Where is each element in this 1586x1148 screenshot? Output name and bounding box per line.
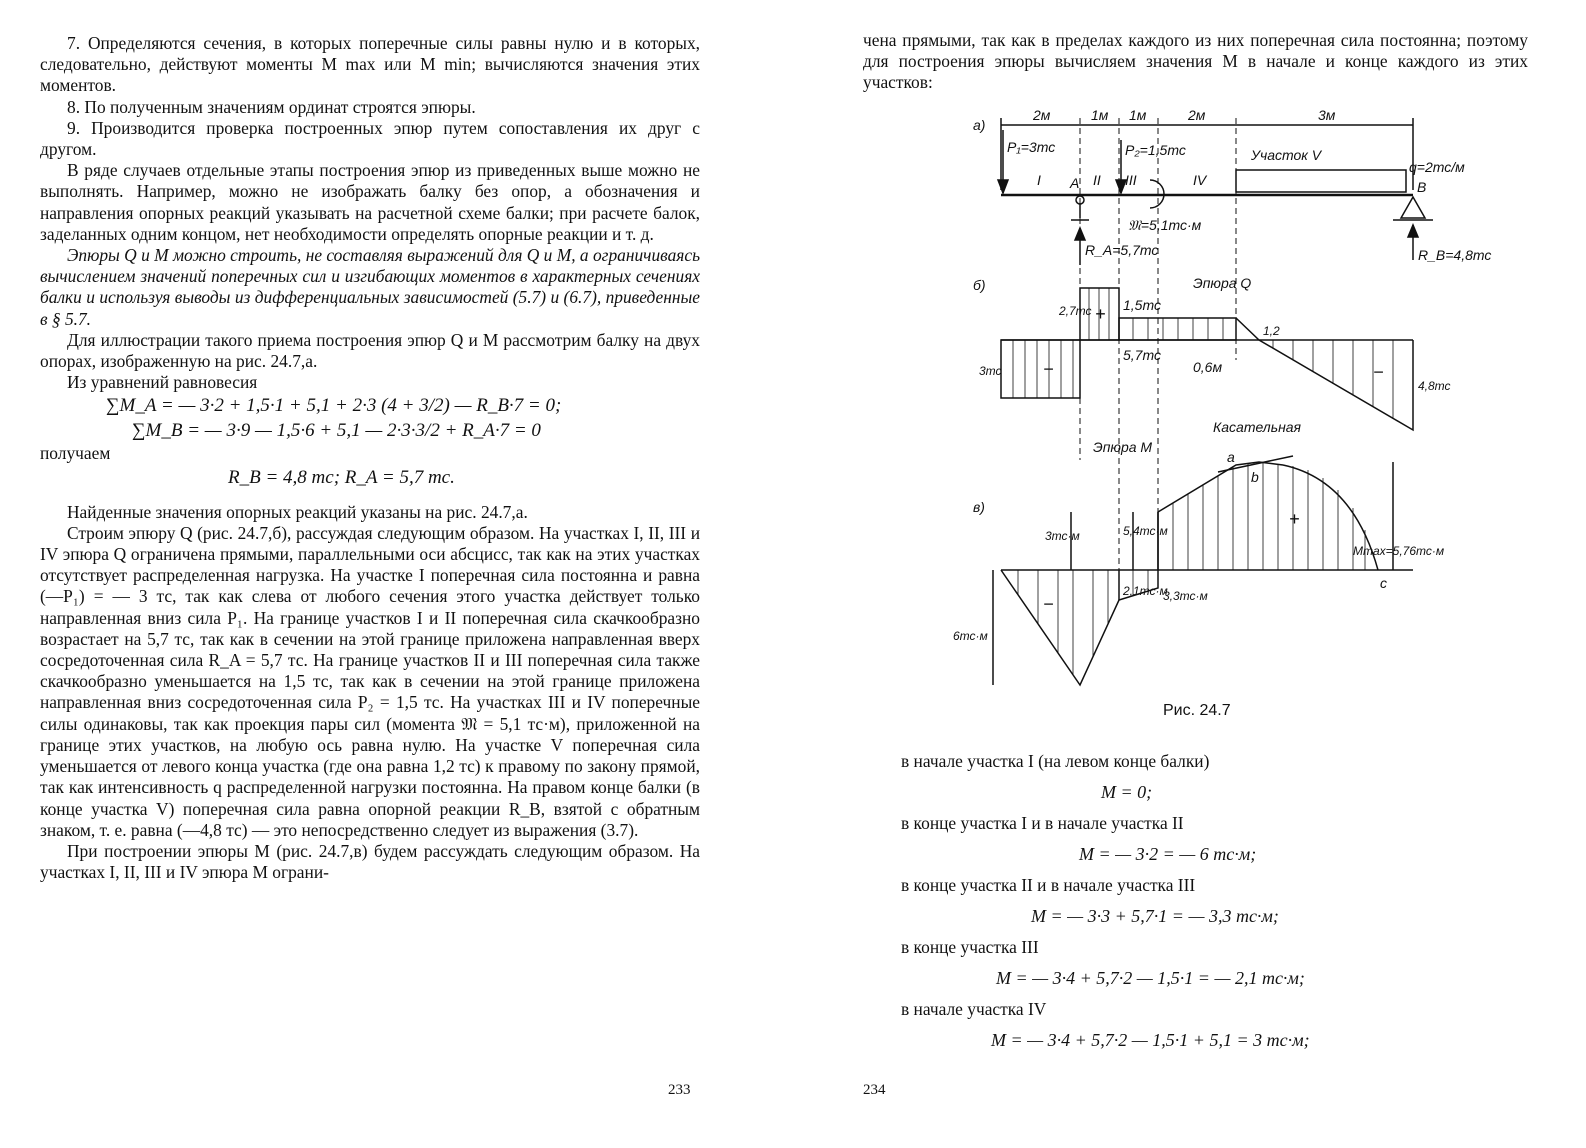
right-column-bottom: [901, 742, 1531, 1052]
q-label-1-5: 1,5тс: [1123, 297, 1161, 313]
item-formula-4: M = — 3·4 + 5,7·2 — 1,5·1 = — 2,1 тс·м;: [996, 968, 1305, 988]
label-rb: R_B=4,8тс: [1418, 247, 1492, 263]
point-c: c: [1380, 575, 1387, 591]
dim-1: 2м: [1033, 107, 1051, 123]
point-a: a: [1227, 449, 1235, 465]
dim-5: 3м: [1318, 107, 1336, 123]
label-a: а): [973, 117, 986, 133]
q-plus-ii: +: [1095, 304, 1106, 324]
paragraph-equilibrium: Из уравнений равновесия: [67, 372, 258, 393]
q-label-3: 3тс: [979, 364, 1002, 378]
item-text-3: в конце участка II и в начале участка III: [901, 875, 1196, 895]
right-page: [793, 0, 1586, 1148]
paragraph-illustration: Для иллюстрации такого приема построения эпюр Q и M рассмотрим балку на двух опорах, изображенную на рис. 24.7,а.: [40, 329, 700, 372]
equation-ma: ∑M_A = — 3·2 + 1,5·1 + 5,1 + 2·3 (4 + 3/2) — R_B·7 = 0;: [106, 395, 562, 417]
section-i: I: [1037, 172, 1041, 188]
support-b: [1401, 197, 1425, 218]
item-formula-2: M = — 3·2 = — 6 тс·м;: [1079, 844, 1257, 864]
m-title: Эпюра M: [1093, 439, 1153, 455]
m-label-3: 3тс·м: [1045, 529, 1080, 543]
section-ii: II: [1093, 172, 1101, 188]
tangent-label: Касательная: [1213, 419, 1302, 435]
q-label-5-7: 5,7тс: [1123, 347, 1161, 363]
right-column-top: [863, 30, 1528, 94]
item-text-4: в конце участка III: [901, 937, 1039, 957]
m-label-6: 6тс·м: [953, 629, 988, 643]
paragraph-7: 7. Определяются сечения, в которых поперечные силы равны нулю и в которых, следовательно, действуют моменты M max или M min; вычисляются значения этих моментов.: [40, 33, 700, 96]
m-curve-left: [1001, 462, 1283, 685]
section-iii: III: [1125, 172, 1137, 188]
m-label-max: Mmax=5,76тс·м: [1353, 544, 1445, 558]
m-minus: −: [1043, 594, 1054, 614]
q-label-2-7: 2,7тс: [1059, 304, 1092, 318]
paragraph-q-diagram: Строим эпюру Q (рис. 24.7,б), рассуждая следующим образом. На участках I, II, III и IV эпюра Q ограничена прямыми, параллельными оси абсцисс, так как на этих участках отсутствует распределенная нагрузка. На участке I поперечная сила постоянна и равна (—P₁) = — 3 тс, так как слева от любого сечения этого участка действует только направленная вниз сила P₁. На границе участков I и II поперечная сила скачкообразно возрастает на 5,7 тс, так как в сечении на этой границе приложена направленная вверх сосредоточенная сила R_A = 5,7 тс. На границе участков II и III поперечная сила также скачкообразно уменьшается на 1,5 тс, так как в сечении на этой границе приложена направленная вниз сосредоточенная сила P₂ = 1,5 тс. На участках III и IV поперечные силы одинаковы, так как проекция пары сил (момента 𝔐 = 5,1 тс·м), приложенной на границе этих участков, на любую ось равна нулю. На участке V поперечная сила уменьшается от левого конца участка (где она равна 1,2 тс) к правому по закону прямой, так как интенсивность q распределенной нагрузки постоянна. На правом конце балки (в конце участка V) поперечная сила равна опорной реакции R_B, взятой с обратным знаком, т. е. равна (—4,8 тс) — это непосредственно следует из выражения (3.7).: [40, 522, 700, 840]
page-number: 233: [668, 1082, 691, 1098]
item-formula-5: M = — 3·4 + 5,7·2 — 1,5·1 + 5,1 = 3 тс·м;: [991, 1030, 1310, 1050]
label-a-point: A: [1070, 175, 1080, 191]
paragraph-italic: Эпюры Q и M можно строить, не составляя выражений для Q и M, а ограничиваясь вычислением значений поперечных сил и изгибающих моментов в характерных сечениях балки и используя выводы из дифференциальных зависимостей (5.7) и (6.7), приведенные в § 5.7.: [40, 245, 700, 329]
section-iv: IV: [1193, 172, 1207, 188]
item-formula-3: M = — 3·3 + 5,7·1 = — 3,3 тс·м;: [1031, 906, 1279, 926]
equation-mb: ∑M_B = — 3·9 — 1,5·6 + 5,1 — 2·3·3/2 + R_A·7 = 0: [132, 420, 541, 442]
figure-caption: Рис. 24.7: [1163, 702, 1231, 719]
dim-4: 2м: [1188, 107, 1206, 123]
label-ra: R_A=5,7тс: [1085, 242, 1159, 258]
m-label-3-3: 3,3тс·м: [1163, 589, 1208, 603]
paragraph-intro: В ряде случаев отдельные этапы построения эпюр из приведенных выше можно не выполнять. Например, можно не изображать балку без опор, а обозначения и направления опорных реакций указывать на расчетной схеме балки; при расчете балок, заделанных одним концом, нет необходимости определять опорные реакции и т. д.: [40, 160, 700, 244]
item-formula-1: M = 0;: [1101, 782, 1153, 802]
dim-3: 1м: [1129, 107, 1147, 123]
equation-reactions: R_B = 4,8 тс; R_A = 5,7 тс.: [228, 466, 455, 488]
paragraph-obtain: получаем: [40, 443, 111, 464]
m-hatching: [1018, 462, 1365, 675]
paragraph-m-diagram: При построении эпюры M (рис. 24.7,в) будем рассуждать следующим образом. На участках I, II, III и IV эпюра M ограни-: [40, 840, 700, 883]
q-minus-i: −: [1043, 359, 1054, 379]
paragraph-continued: чена прямыми, так как в пределах каждого из них поперечная сила постоянна; поэтому для построения эпюры вычисляем значения M в начале и конце каждого из этих участков:: [863, 30, 1528, 93]
dim-2: 1м: [1091, 107, 1109, 123]
page-number: 234: [863, 1082, 886, 1098]
paragraph-8: 8. По полученным значениям ординат строятся эпюры.: [67, 96, 476, 117]
paragraph-found: Найденные значения опорных реакций указаны на рис. 24.7,а.: [67, 501, 528, 522]
m-label-5-4: 5,4тс·м: [1123, 524, 1168, 538]
q-minus-v: −: [1373, 362, 1384, 382]
m-label-2-1: 2,1тс·м: [1123, 584, 1168, 598]
figure-24-7: [793, 100, 1586, 700]
item-text-5: в начале участка IV: [901, 999, 1047, 1019]
label-p2: P₂=1,5тс: [1125, 142, 1186, 158]
point-b: b: [1251, 469, 1259, 485]
label-segment-5: Участок V: [1251, 147, 1322, 163]
distributed-load: [1236, 170, 1406, 192]
item-text-2: в конце участка I и в начале участка II: [901, 813, 1184, 833]
paragraph-9: 9. Производится проверка построенных эпюр путем сопоставления их друг с другом.: [40, 117, 700, 160]
left-column: [40, 33, 700, 883]
label-b-point: B: [1417, 179, 1427, 195]
label-b: б): [973, 277, 986, 293]
q-label-1-2: 1,2: [1263, 324, 1280, 338]
m-plus: +: [1289, 509, 1300, 529]
label-q: q=2тс/м: [1409, 159, 1465, 175]
q-title: Эпюра Q: [1193, 275, 1252, 291]
label-moment: 𝔐=5,1тс·м: [1128, 217, 1202, 233]
item-text-1: в начале участка I (на левом конце балки): [901, 751, 1210, 771]
label-p1: P₁=3тс: [1007, 139, 1056, 155]
q-label-0-6: 0,6м: [1193, 359, 1223, 375]
label-v: в): [973, 499, 985, 515]
q-label-4-8: 4,8тс: [1418, 379, 1451, 393]
